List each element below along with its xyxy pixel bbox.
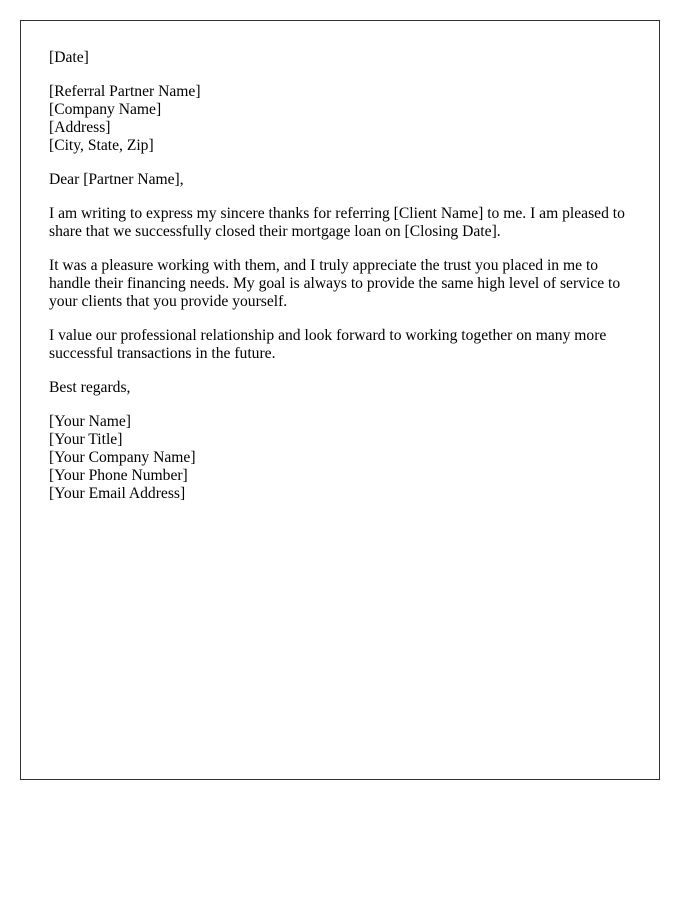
- signature-company: [Your Company Name]: [49, 449, 196, 466]
- signature-email: [Your Email Address]: [49, 485, 186, 502]
- signature-phone: [Your Phone Number]: [49, 467, 188, 484]
- spacer: [49, 397, 634, 413]
- spacer: [49, 363, 634, 379]
- letter-body: [49, 49, 634, 503]
- recipient-city-state-zip: [City, State, Zip]: [49, 137, 154, 154]
- recipient-company: [Company Name]: [49, 101, 162, 118]
- spacer: [49, 189, 634, 205]
- letter-page: [20, 20, 660, 780]
- signature-title: [Your Title]: [49, 431, 123, 448]
- salutation: Dear [Partner Name],: [49, 171, 184, 188]
- spacer: [49, 67, 634, 83]
- paragraph-relationship: I value our professional relationship and look forward to working together on many more successful transactions in the future.: [49, 327, 607, 362]
- spacer: [49, 311, 634, 327]
- closing: Best regards,: [49, 379, 131, 396]
- paragraph-thanks: I am writing to express my sincere thanks for referring [Client Name] to me. I am pleased to share that we successfully closed their mortgage loan on [Closing Date].: [49, 205, 625, 240]
- letter-date: [Date]: [49, 49, 89, 66]
- recipient-block: [49, 83, 634, 155]
- spacer: [49, 155, 634, 171]
- recipient-name: [Referral Partner Name]: [49, 83, 201, 100]
- recipient-address: [Address]: [49, 119, 111, 136]
- signature-block: [49, 413, 634, 503]
- paragraph-appreciation: It was a pleasure working with them, and I truly appreciate the trust you placed in me to handle their financing needs. My goal is always to provide the same high level of service to your clients that you provide yourself.: [49, 257, 621, 310]
- spacer: [49, 241, 634, 257]
- signature-name: [Your Name]: [49, 413, 132, 430]
